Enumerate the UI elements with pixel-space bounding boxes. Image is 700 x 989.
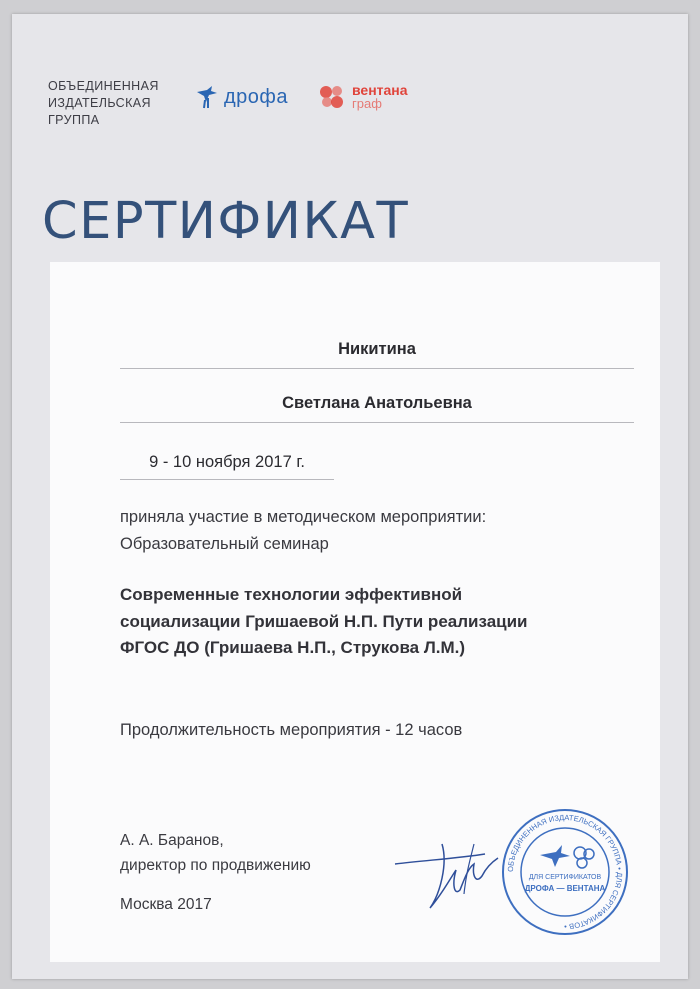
certificate-sheet bbox=[12, 14, 688, 979]
recipient-given-names: Светлана Анатольевна bbox=[120, 394, 634, 423]
group-line-2: ИЗДАТЕЛЬСКАЯ bbox=[48, 96, 151, 110]
svg-text:ОБЪЕДИНЕННАЯ ИЗДАТЕЛЬСКАЯ ГРУП bbox=[506, 813, 624, 931]
event-type: Образовательный семинар bbox=[120, 535, 329, 553]
city-year: Москва 2017 bbox=[120, 896, 212, 913]
drofa-logo bbox=[194, 80, 288, 114]
stamp-ring-text: ОБЪЕДИНЕННАЯ ИЗДАТЕЛЬСКАЯ ГРУППА • ДЛЯ СЕРТИФИКАТОВ • bbox=[505, 812, 625, 932]
publisher-group-name bbox=[48, 78, 159, 129]
ventana-graf-logo bbox=[318, 80, 408, 114]
recipient-surname: Никитина bbox=[120, 340, 634, 369]
ventana-butterfly-icon bbox=[318, 84, 346, 110]
drofa-wordmark: дрофа bbox=[224, 85, 288, 108]
group-line-1: ОБЪЕДИНЕННАЯ bbox=[48, 79, 159, 93]
participation-text: приняла участие в методическом мероприятии: bbox=[120, 508, 487, 526]
event-date: 9 - 10 ноября 2017 г. bbox=[120, 453, 334, 480]
signer-position: директор по продвижению bbox=[120, 857, 311, 874]
round-seal-stamp bbox=[500, 807, 630, 937]
certificate-title: СЕРТИФИКАТ bbox=[42, 192, 410, 251]
event-duration: Продолжительность мероприятия - 12 часов bbox=[120, 721, 463, 739]
graf-word: граф bbox=[352, 96, 382, 111]
stamp-center-line-2: ДРОФА — ВЕНТАНА bbox=[524, 884, 606, 893]
stamp-center-line-1: ДЛЯ СЕРТИФИКАТОВ bbox=[528, 874, 602, 881]
ventana-word: вентана bbox=[352, 82, 408, 98]
certificate-content-card bbox=[50, 262, 660, 962]
event-title: Современные технологии эффективной социализации Гришаевой Н.П. Пути реализации ФГОС ДО (Гришаева Н.П., Струкова Л.М.) bbox=[120, 585, 528, 657]
group-line-3: ГРУППА bbox=[48, 113, 100, 127]
drofa-bird-icon bbox=[194, 84, 220, 110]
signer-block bbox=[120, 828, 311, 878]
signer-name: А. А. Баранов, bbox=[120, 832, 224, 849]
